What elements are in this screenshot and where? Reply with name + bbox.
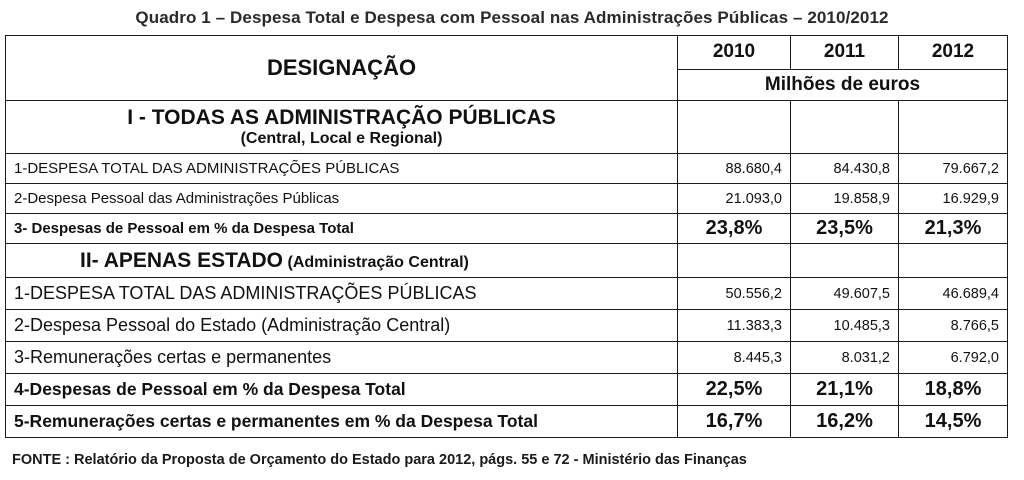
section2-subtitle: (Administração Central) xyxy=(287,253,469,271)
expenditure-table xyxy=(5,35,1008,438)
value-2011: 19.858,9 xyxy=(791,184,899,214)
empty-cell xyxy=(678,101,791,154)
section2-title: II- APENAS ESTADO xyxy=(80,248,284,272)
row-label: 3-Remunerações certas e permanentes xyxy=(6,342,678,374)
section-header-row xyxy=(6,101,1008,154)
table-row-percentage xyxy=(6,374,1008,406)
header-row-years xyxy=(6,36,1008,70)
value-2010: 8.445,3 xyxy=(678,342,791,374)
unit-header: Milhões de euros xyxy=(678,69,1008,100)
value-2012: 21,3% xyxy=(899,214,1008,244)
value-2010: 23,8% xyxy=(678,214,791,244)
value-2012: 14,5% xyxy=(899,406,1008,438)
value-2011: 21,1% xyxy=(791,374,899,406)
row-label: 2-Despesa Pessoal do Estado (Administração Central) xyxy=(6,310,678,342)
row-label: 2-Despesa Pessoal das Administrações Públicas xyxy=(6,184,678,214)
value-2011: 49.607,5 xyxy=(791,278,899,310)
value-2012: 16.929,9 xyxy=(899,184,1008,214)
year-header-2012: 2012 xyxy=(899,36,1008,70)
empty-cell xyxy=(791,244,899,278)
value-2012: 79.667,2 xyxy=(899,154,1008,184)
empty-cell xyxy=(899,101,1008,154)
value-2010: 22,5% xyxy=(678,374,791,406)
empty-cell xyxy=(899,244,1008,278)
section1-subtitle: (Central, Local e Regional) xyxy=(240,129,443,147)
row-label: 3- Despesas de Pessoal em % da Despesa Total xyxy=(6,214,678,244)
section1-title: I - TODAS AS ADMINISTRAÇÃO PÚBLICAS xyxy=(127,105,556,129)
section-header-row xyxy=(6,244,1008,278)
value-2011: 23,5% xyxy=(791,214,899,244)
table-row-percentage xyxy=(6,214,1008,244)
year-header-2010: 2010 xyxy=(678,36,791,70)
table-row xyxy=(6,342,1008,374)
value-2011: 16,2% xyxy=(791,406,899,438)
table-row xyxy=(6,184,1008,214)
table-row-percentage xyxy=(6,406,1008,438)
designation-header: DESIGNAÇÃO xyxy=(6,36,678,101)
row-label: 4-Despesas de Pessoal em % da Despesa Total xyxy=(6,374,678,406)
value-2010: 21.093,0 xyxy=(678,184,791,214)
source-note: FONTE : Relatório da Proposta de Orçamento do Estado para 2012, págs. 55 e 72 - Ministério das Finanças xyxy=(12,452,747,468)
year-header-2011: 2011 xyxy=(791,36,899,70)
row-label: 5-Remunerações certas e permanentes em % da Despesa Total xyxy=(6,406,678,438)
value-2011: 84.430,8 xyxy=(791,154,899,184)
value-2012: 8.766,5 xyxy=(899,310,1008,342)
section1-heading xyxy=(6,101,678,154)
value-2010: 11.383,3 xyxy=(678,310,791,342)
value-2012: 6.792,0 xyxy=(899,342,1008,374)
empty-cell xyxy=(678,244,791,278)
value-2010: 16,7% xyxy=(678,406,791,438)
table-row xyxy=(6,310,1008,342)
value-2011: 8.031,2 xyxy=(791,342,899,374)
row-label: 1-DESPESA TOTAL DAS ADMINISTRAÇÕES PÚBLICAS xyxy=(6,278,678,310)
section2-heading xyxy=(6,244,678,278)
value-2012: 46.689,4 xyxy=(899,278,1008,310)
table-row xyxy=(6,278,1008,310)
value-2010: 88.680,4 xyxy=(678,154,791,184)
empty-cell xyxy=(791,101,899,154)
value-2012: 18,8% xyxy=(899,374,1008,406)
value-2011: 10.485,3 xyxy=(791,310,899,342)
value-2010: 50.556,2 xyxy=(678,278,791,310)
table-row xyxy=(6,154,1008,184)
table-title: Quadro 1 – Despesa Total e Despesa com Pessoal nas Administrações Públicas – 2010/2012 xyxy=(135,8,889,27)
row-label: 1-DESPESA TOTAL DAS ADMINISTRAÇÕES PÚBLICAS xyxy=(6,154,678,184)
